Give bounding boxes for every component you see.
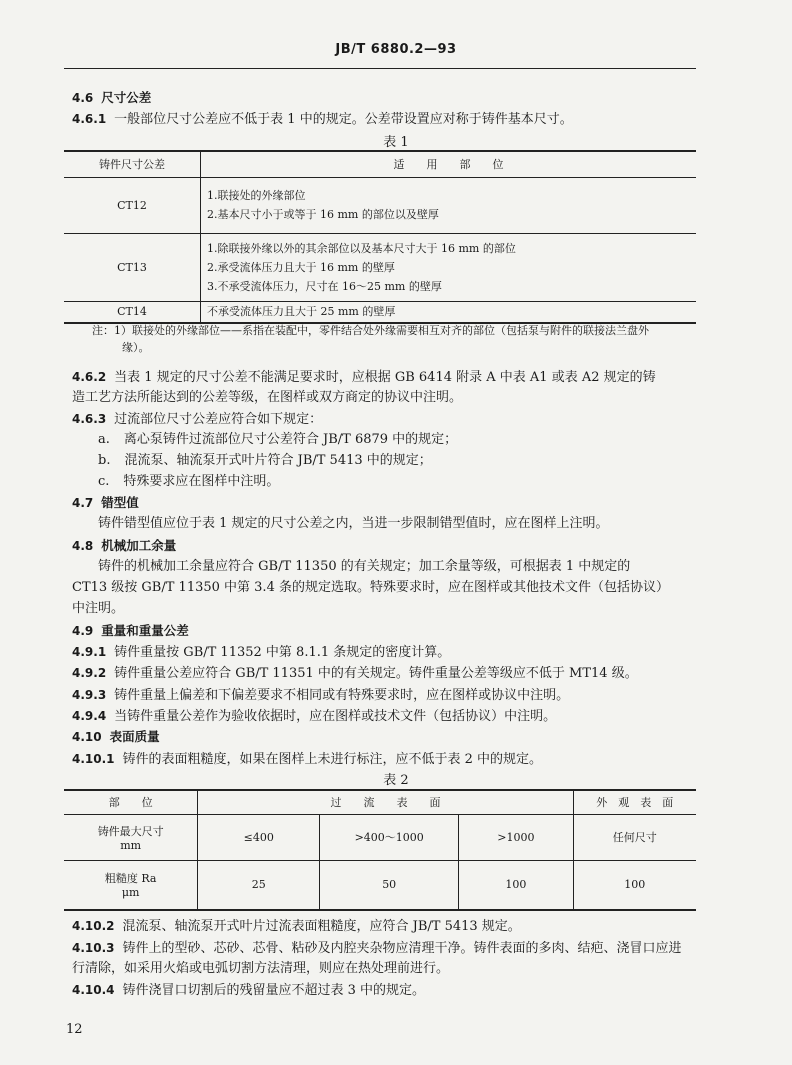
clause-text: 当铸件重量公差作为验收依据时，应在图样或技术文件（包括协议）中注明。 (114, 709, 557, 724)
clause-4-10-4 (72, 981, 702, 1000)
section-number: 4.9 (72, 624, 94, 638)
section-4-6-heading (72, 89, 702, 107)
section-title: 尺寸公差 (101, 90, 152, 105)
part-item: 不承受流体压力且大于 25 mm 的壁厚 (207, 305, 396, 319)
clause-text: 一般部位尺寸公差应不低于表 1 中的规定。公差带设置应对称于铸件基本尺寸。 (114, 112, 573, 127)
table-cell: 25 (198, 860, 320, 910)
clause-number: 4.10.1 (72, 752, 115, 766)
list-marker: b. (98, 453, 111, 468)
clause-4-10-2 (72, 917, 702, 936)
row-label-line: 粗糙度 Ra (104, 872, 157, 886)
applicable-parts (201, 301, 697, 323)
table-1-caption: 表 1 (383, 135, 409, 150)
part-item: 3.不承受流体压力，尺寸在 16～25 mm 的壁厚 (207, 279, 442, 293)
clause-continuation: 造工艺方法所能达到的公差等级，在图样或双方商定的协议中注明。 (72, 390, 463, 405)
section-4-8-heading (72, 537, 702, 555)
table-header-cell: 过 流 表 面 (198, 790, 573, 814)
clause-number: 4.6.3 (72, 412, 107, 426)
clause-4-9-2 (72, 664, 702, 683)
table-row (64, 301, 696, 323)
clause-number: 4.10.4 (72, 983, 115, 997)
clause-number: 4.9.3 (72, 688, 107, 702)
section-number: 4.8 (72, 539, 94, 553)
row-label-unit: μm (121, 886, 140, 900)
tolerance-grade: CT12 (64, 177, 201, 233)
clause-continuation: 行清除，如采用火焰或电弧切割方法清理，则应在热处理前进行。 (72, 961, 450, 976)
clause-text: 铸件上的型砂、芯砂、芯骨、粘砂及内腔夹杂物应清理干净。铸件表面的多肉、结疤、浇冒口应进 (122, 941, 682, 956)
row-label (64, 860, 198, 910)
table-header-cell: 外 观 表 面 (573, 790, 696, 814)
table-header-row (64, 790, 696, 814)
section-4-7-heading (72, 494, 702, 512)
table-1-note (92, 322, 698, 356)
section-4-8-text: 铸件的机械加工余量应符合 GB/T 11350 的有关规定；加工余量等级，可根据表 1 中规定的 (98, 559, 631, 574)
clause-text: 过流部位尺寸公差应符合如下规定： (114, 412, 323, 427)
applicable-parts (201, 177, 697, 233)
section-title: 错型值 (101, 495, 139, 510)
table-cell: 任何尺寸 (573, 814, 696, 860)
standard-header: JB/T 6880.2—93 (335, 42, 457, 57)
clause-4-6-2 (72, 368, 702, 387)
page-number: 12 (66, 1022, 83, 1037)
section-title: 重量和重量公差 (101, 623, 189, 638)
row-label-line: 铸件最大尺寸 (97, 824, 164, 838)
clause-4-9-4 (72, 707, 702, 726)
list-item-c (98, 473, 728, 491)
row-label (64, 814, 198, 860)
clause-number: 4.9.2 (72, 666, 107, 680)
clause-4-10-3 (72, 939, 702, 958)
table-header-cell: 铸件尺寸公差 (64, 151, 201, 177)
table-header-cell: 部 位 (64, 790, 198, 814)
table-cell: >400～1000 (320, 814, 459, 860)
note-line: 注：1）联接处的外缘部位——系指在装配中，零件结合处外缘需要相互对齐的部位（包括泵与附件的联接法兰盘外 (92, 324, 649, 337)
clause-text: 铸件重量按 GB/T 11352 中第 8.1.1 条规定的密度计算。 (114, 645, 451, 660)
clause-4-9-3 (72, 686, 702, 705)
note-line: 缘）。 (122, 341, 150, 354)
part-item: 1.除联接外缘以外的其余部位以及基本尺寸大于 16 mm 的部位 (207, 241, 516, 255)
table-row (64, 233, 696, 301)
part-item: 1.联接处的外缘部位 (207, 189, 306, 202)
part-item: 2.承受流体压力且大于 16 mm 的壁厚 (207, 260, 395, 274)
clause-number: 4.9.4 (72, 709, 107, 723)
clause-4-6-3 (72, 410, 702, 429)
part-item: 2.基本尺寸小于或等于 16 mm 的部位以及壁厚 (207, 208, 439, 221)
clause-4-9-1 (72, 643, 702, 662)
table-header-row (64, 151, 696, 177)
clause-number: 4.9.1 (72, 645, 107, 659)
table-cell: 50 (320, 860, 459, 910)
section-4-10-heading (72, 728, 702, 746)
applicable-parts (201, 233, 697, 301)
table-cell: 100 (459, 860, 573, 910)
list-item-b (98, 452, 728, 470)
table-cell: 100 (573, 860, 696, 910)
clause-4-10-1 (72, 750, 702, 769)
clause-text: 铸件浇冒口切割后的残留量应不超过表 3 中的规定。 (122, 983, 426, 998)
row-label-unit: mm (120, 838, 142, 852)
section-4-7-text: 铸件错型值应位于表 1 规定的尺寸公差之内，当进一步限制错型值时，应在图样上注明。 (98, 516, 609, 531)
section-4-9-heading (72, 622, 702, 640)
table-1 (64, 150, 696, 324)
list-text: 特殊要求应在图样中注明。 (123, 474, 280, 489)
list-text: 离心泵铸件过流部位尺寸公差符合 JB/T 6879 中的规定； (123, 432, 458, 447)
clause-text: 铸件重量上偏差和下偏差要求不相同或有特殊要求时，应在图样或协议中注明。 (114, 688, 570, 703)
tolerance-grade: CT13 (64, 233, 201, 301)
clause-number: 4.6.2 (72, 370, 107, 384)
list-marker: c. (98, 474, 110, 489)
section-title: 机械加工余量 (101, 538, 177, 553)
tolerance-grade: CT14 (64, 301, 201, 323)
clause-number: 4.6.1 (72, 112, 107, 126)
section-number: 4.6 (72, 91, 94, 105)
section-number: 4.10 (72, 730, 102, 744)
clause-text: 铸件重量公差应符合 GB/T 11351 中的有关规定。铸件重量公差等级应不低于 MT14 级。 (114, 666, 638, 681)
section-4-8-text: CT13 级按 GB/T 11350 中第 3.4 条的规定选取。特殊要求时，应在图样或其他技术文件（包括协议） (72, 580, 669, 595)
list-marker: a. (98, 432, 110, 447)
clause-text: 铸件的表面粗糙度，如果在图样上未进行标注，应不低于表 2 中的规定。 (122, 752, 543, 767)
section-title: 表面质量 (109, 729, 160, 744)
table-row (64, 177, 696, 233)
table-cell: >1000 (459, 814, 573, 860)
section-number: 4.7 (72, 496, 94, 510)
table-2-caption: 表 2 (383, 773, 409, 788)
clause-4-6-1 (72, 110, 702, 129)
list-text: 混流泵、轴流泵开式叶片符合 JB/T 5413 中的规定； (124, 453, 432, 468)
table-row (64, 814, 696, 860)
clause-number: 4.10.2 (72, 919, 115, 933)
table-2 (64, 789, 696, 911)
table-row (64, 860, 696, 910)
header-rule (64, 68, 696, 69)
list-item-a (98, 431, 728, 449)
clause-text: 当表 1 规定的尺寸公差不能满足要求时，应根据 GB 6414 附录 A 中表 A1 或表 A2 规定的铸 (114, 370, 656, 385)
section-4-8-text: 中注明。 (72, 601, 125, 616)
clause-text: 混流泵、轴流泵开式叶片过流表面粗糙度，应符合 JB/T 5413 规定。 (122, 919, 521, 934)
table-cell: ≤400 (198, 814, 320, 860)
table-header-cell: 适 用 部 位 (201, 151, 697, 177)
clause-number: 4.10.3 (72, 941, 115, 955)
